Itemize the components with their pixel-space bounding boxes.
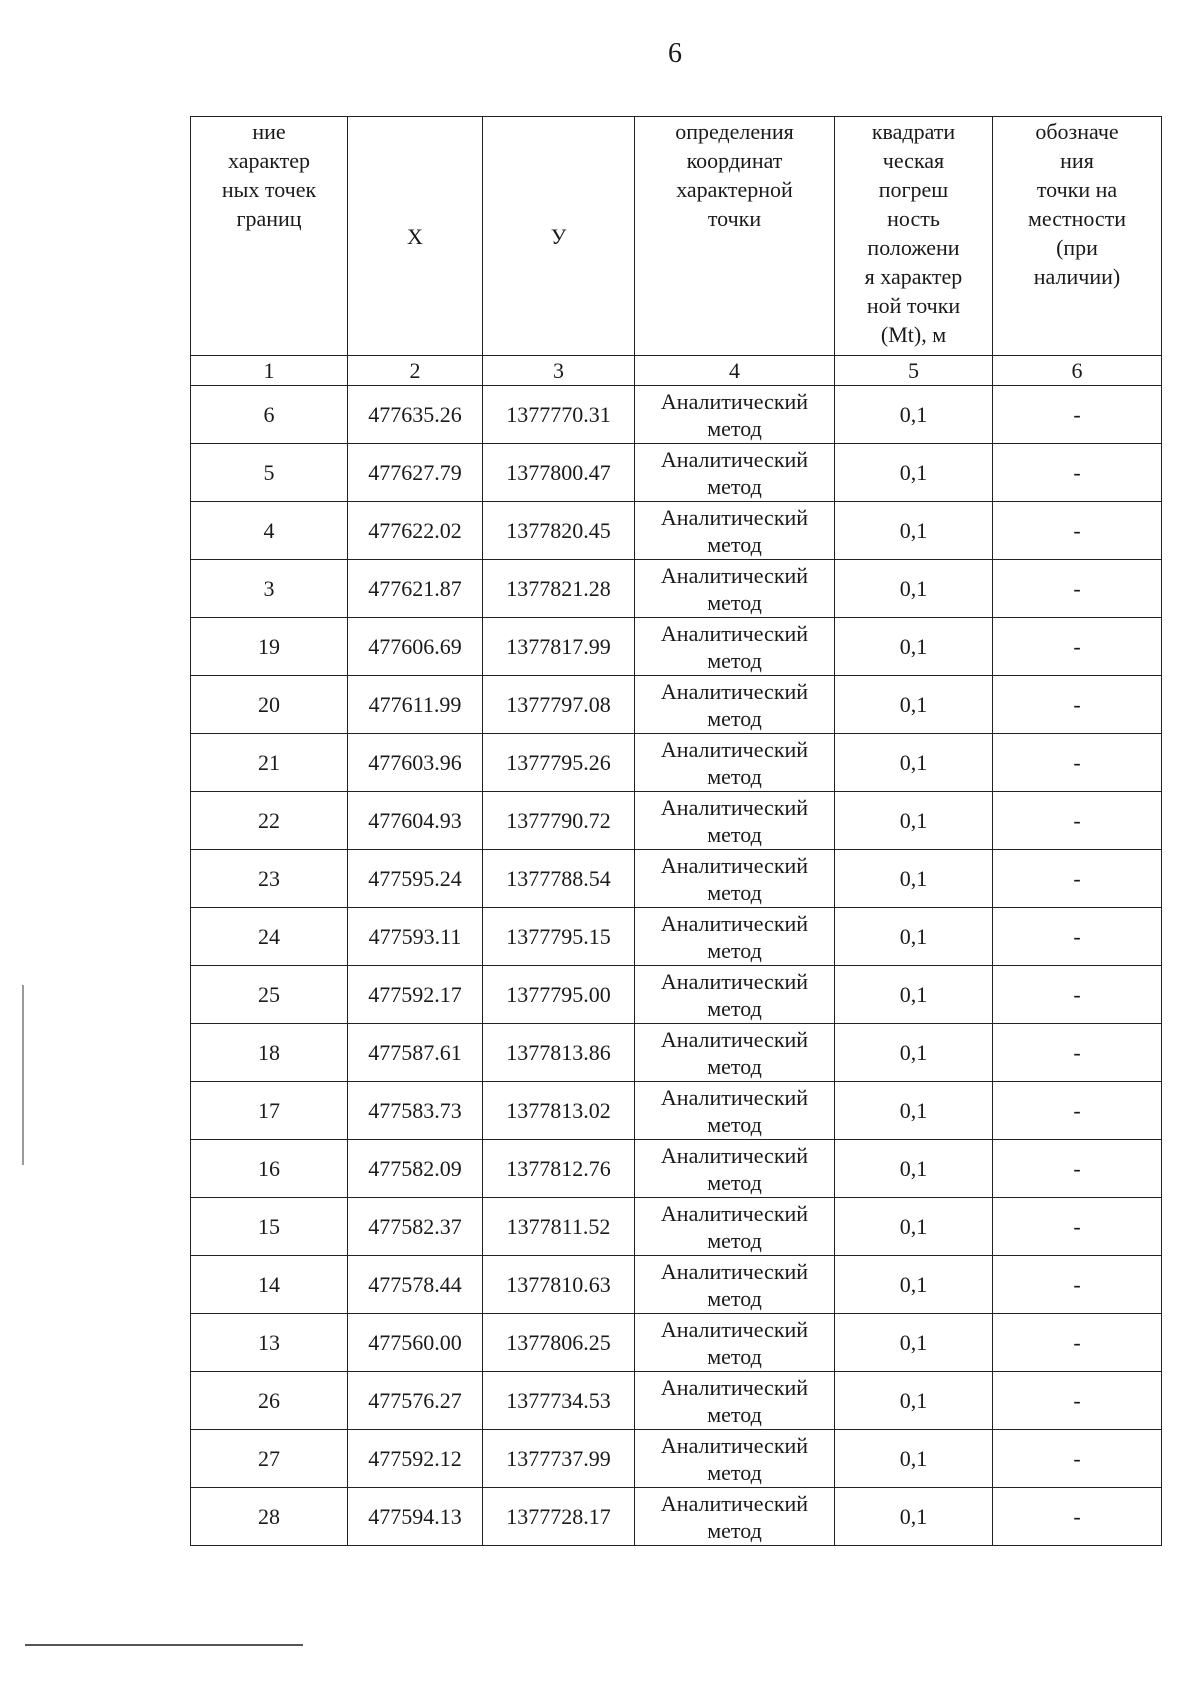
- header-point-name: ние характер ных точек границ: [191, 117, 348, 356]
- accuracy-cell: 0,1: [835, 1314, 993, 1372]
- marking-cell: -: [993, 618, 1162, 676]
- point-cell: 4: [191, 502, 348, 560]
- y-coordinate-cell: 1377813.86: [483, 1024, 635, 1082]
- x-coordinate-cell: 477622.02: [348, 502, 483, 560]
- point-cell: 28: [191, 1488, 348, 1546]
- accuracy-cell: 0,1: [835, 908, 993, 966]
- method-cell: Аналитический метод: [635, 1082, 835, 1140]
- y-coordinate-cell: 1377811.52: [483, 1198, 635, 1256]
- marking-cell: -: [993, 1140, 1162, 1198]
- method-cell: Аналитический метод: [635, 1488, 835, 1546]
- method-cell: Аналитический метод: [635, 1256, 835, 1314]
- accuracy-cell: 0,1: [835, 560, 993, 618]
- accuracy-cell: 0,1: [835, 1256, 993, 1314]
- accuracy-cell: 0,1: [835, 1024, 993, 1082]
- method-cell: Аналитический метод: [635, 850, 835, 908]
- accuracy-cell: 0,1: [835, 386, 993, 444]
- accuracy-cell: 0,1: [835, 1488, 993, 1546]
- method-cell: Аналитический метод: [635, 444, 835, 502]
- y-coordinate-cell: 1377734.53: [483, 1372, 635, 1430]
- x-coordinate-cell: 477582.37: [348, 1198, 483, 1256]
- accuracy-cell: 0,1: [835, 618, 993, 676]
- column-number: 3: [483, 356, 635, 386]
- x-coordinate-cell: 477604.93: [348, 792, 483, 850]
- accuracy-cell: 0,1: [835, 734, 993, 792]
- x-coordinate-cell: 477582.09: [348, 1140, 483, 1198]
- x-coordinate-cell: 477627.79: [348, 444, 483, 502]
- method-cell: Аналитический метод: [635, 676, 835, 734]
- y-coordinate-cell: 1377806.25: [483, 1314, 635, 1372]
- y-coordinate-cell: 1377812.76: [483, 1140, 635, 1198]
- point-cell: 20: [191, 676, 348, 734]
- y-coordinate-cell: 1377737.99: [483, 1430, 635, 1488]
- point-cell: 19: [191, 618, 348, 676]
- method-cell: Аналитический метод: [635, 560, 835, 618]
- x-coordinate-cell: 477593.11: [348, 908, 483, 966]
- table-row: [191, 966, 1162, 1024]
- y-coordinate-cell: 1377797.08: [483, 676, 635, 734]
- y-coordinate-cell: 1377813.02: [483, 1082, 635, 1140]
- point-cell: 17: [191, 1082, 348, 1140]
- point-cell: 6: [191, 386, 348, 444]
- accuracy-cell: 0,1: [835, 1082, 993, 1140]
- x-coordinate-cell: 477587.61: [348, 1024, 483, 1082]
- coordinates-table: [190, 116, 1162, 1546]
- marking-cell: -: [993, 1256, 1162, 1314]
- method-cell: Аналитический метод: [635, 502, 835, 560]
- method-cell: Аналитический метод: [635, 386, 835, 444]
- header-method: определения координат характерной точки: [635, 117, 835, 356]
- table-row: [191, 792, 1162, 850]
- table-row: [191, 676, 1162, 734]
- point-cell: 27: [191, 1430, 348, 1488]
- table-row: [191, 386, 1162, 444]
- header-x: Х: [348, 117, 483, 356]
- header-accuracy: квадрати ческая погреш ность положени я характер ной точки (Mt), м: [835, 117, 993, 356]
- method-cell: Аналитический метод: [635, 1024, 835, 1082]
- y-coordinate-cell: 1377795.00: [483, 966, 635, 1024]
- table-row: [191, 734, 1162, 792]
- point-cell: 3: [191, 560, 348, 618]
- marking-cell: -: [993, 386, 1162, 444]
- column-number: 1: [191, 356, 348, 386]
- accuracy-cell: 0,1: [835, 1198, 993, 1256]
- point-cell: 18: [191, 1024, 348, 1082]
- method-cell: Аналитический метод: [635, 1198, 835, 1256]
- accuracy-cell: 0,1: [835, 1372, 993, 1430]
- page-number: 6: [668, 38, 682, 69]
- accuracy-cell: 0,1: [835, 966, 993, 1024]
- method-cell: Аналитический метод: [635, 792, 835, 850]
- point-cell: 23: [191, 850, 348, 908]
- table-row: [191, 1430, 1162, 1488]
- marking-cell: -: [993, 1372, 1162, 1430]
- accuracy-cell: 0,1: [835, 444, 993, 502]
- table-row: [191, 1198, 1162, 1256]
- accuracy-cell: 0,1: [835, 1430, 993, 1488]
- table-row: [191, 502, 1162, 560]
- marking-cell: -: [993, 502, 1162, 560]
- column-number: 4: [635, 356, 835, 386]
- method-cell: Аналитический метод: [635, 908, 835, 966]
- marking-cell: -: [993, 1024, 1162, 1082]
- x-coordinate-cell: 477592.12: [348, 1430, 483, 1488]
- scan-artifact: [22, 985, 24, 1165]
- accuracy-cell: 0,1: [835, 850, 993, 908]
- y-coordinate-cell: 1377820.45: [483, 502, 635, 560]
- accuracy-cell: 0,1: [835, 792, 993, 850]
- y-coordinate-cell: 1377770.31: [483, 386, 635, 444]
- x-coordinate-cell: 477560.00: [348, 1314, 483, 1372]
- table-row: [191, 560, 1162, 618]
- marking-cell: -: [993, 1198, 1162, 1256]
- point-cell: 21: [191, 734, 348, 792]
- marking-cell: -: [993, 1082, 1162, 1140]
- method-cell: Аналитический метод: [635, 966, 835, 1024]
- column-number: 2: [348, 356, 483, 386]
- x-coordinate-cell: 477583.73: [348, 1082, 483, 1140]
- point-cell: 26: [191, 1372, 348, 1430]
- point-cell: 5: [191, 444, 348, 502]
- table-row: [191, 908, 1162, 966]
- accuracy-cell: 0,1: [835, 1140, 993, 1198]
- point-cell: 16: [191, 1140, 348, 1198]
- table-row: [191, 1314, 1162, 1372]
- x-coordinate-cell: 477621.87: [348, 560, 483, 618]
- marking-cell: -: [993, 1430, 1162, 1488]
- marking-cell: -: [993, 444, 1162, 502]
- y-coordinate-cell: 1377795.15: [483, 908, 635, 966]
- accuracy-cell: 0,1: [835, 502, 993, 560]
- footnote-rule: [25, 1644, 303, 1646]
- marking-cell: -: [993, 792, 1162, 850]
- x-coordinate-cell: 477578.44: [348, 1256, 483, 1314]
- y-coordinate-cell: 1377795.26: [483, 734, 635, 792]
- table-row: [191, 1024, 1162, 1082]
- header-marking: обозначе ния точки на местности (при наличии): [993, 117, 1162, 356]
- table-row: [191, 618, 1162, 676]
- table-header-row: [191, 117, 1162, 356]
- accuracy-cell: 0,1: [835, 676, 993, 734]
- column-number: 5: [835, 356, 993, 386]
- y-coordinate-cell: 1377790.72: [483, 792, 635, 850]
- column-number-row: [191, 356, 1162, 386]
- x-coordinate-cell: 477611.99: [348, 676, 483, 734]
- marking-cell: -: [993, 560, 1162, 618]
- method-cell: Аналитический метод: [635, 1314, 835, 1372]
- header-y: У: [483, 117, 635, 356]
- y-coordinate-cell: 1377800.47: [483, 444, 635, 502]
- method-cell: Аналитический метод: [635, 1140, 835, 1198]
- table-row: [191, 850, 1162, 908]
- point-cell: 13: [191, 1314, 348, 1372]
- method-cell: Аналитический метод: [635, 1430, 835, 1488]
- marking-cell: -: [993, 1314, 1162, 1372]
- table-row: [191, 1372, 1162, 1430]
- x-coordinate-cell: 477595.24: [348, 850, 483, 908]
- table-row: [191, 444, 1162, 502]
- marking-cell: -: [993, 850, 1162, 908]
- y-coordinate-cell: 1377821.28: [483, 560, 635, 618]
- x-coordinate-cell: 477635.26: [348, 386, 483, 444]
- method-cell: Аналитический метод: [635, 1372, 835, 1430]
- y-coordinate-cell: 1377788.54: [483, 850, 635, 908]
- point-cell: 22: [191, 792, 348, 850]
- x-coordinate-cell: 477606.69: [348, 618, 483, 676]
- table-row: [191, 1082, 1162, 1140]
- point-cell: 14: [191, 1256, 348, 1314]
- y-coordinate-cell: 1377817.99: [483, 618, 635, 676]
- y-coordinate-cell: 1377728.17: [483, 1488, 635, 1546]
- x-coordinate-cell: 477576.27: [348, 1372, 483, 1430]
- y-coordinate-cell: 1377810.63: [483, 1256, 635, 1314]
- x-coordinate-cell: 477594.13: [348, 1488, 483, 1546]
- marking-cell: -: [993, 966, 1162, 1024]
- method-cell: Аналитический метод: [635, 734, 835, 792]
- column-number: 6: [993, 356, 1162, 386]
- x-coordinate-cell: 477603.96: [348, 734, 483, 792]
- point-cell: 24: [191, 908, 348, 966]
- marking-cell: -: [993, 734, 1162, 792]
- point-cell: 25: [191, 966, 348, 1024]
- table-row: [191, 1256, 1162, 1314]
- table-row: [191, 1140, 1162, 1198]
- x-coordinate-cell: 477592.17: [348, 966, 483, 1024]
- point-cell: 15: [191, 1198, 348, 1256]
- marking-cell: -: [993, 1488, 1162, 1546]
- method-cell: Аналитический метод: [635, 618, 835, 676]
- table-row: [191, 1488, 1162, 1546]
- marking-cell: -: [993, 676, 1162, 734]
- marking-cell: -: [993, 908, 1162, 966]
